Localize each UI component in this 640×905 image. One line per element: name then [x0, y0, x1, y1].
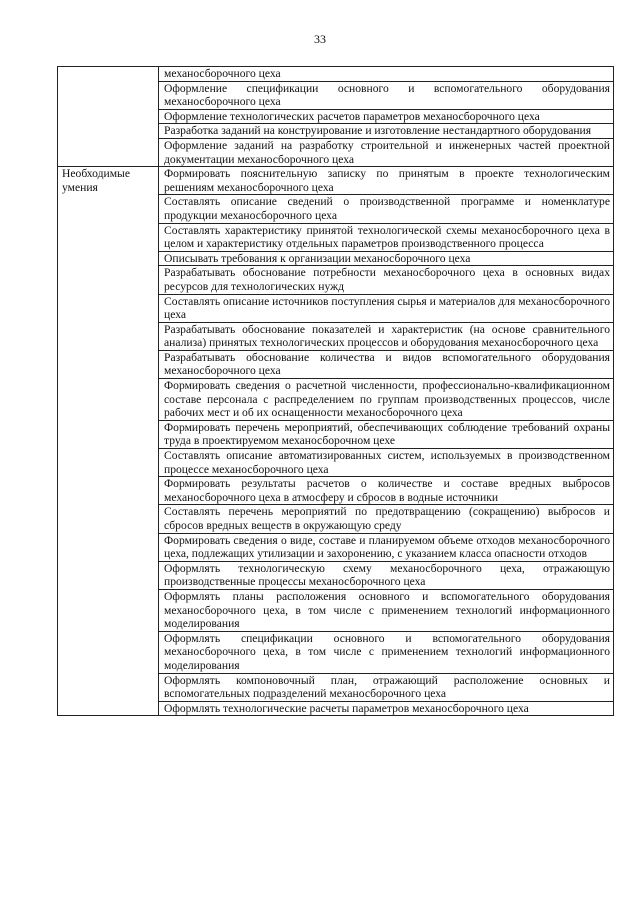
table-cell: Оформление технологических расчетов параметров механосборочного цеха [159, 109, 614, 124]
table-cell: Оформление спецификации основного и вспомогательного оборудования механосборочного цеха [159, 81, 614, 109]
skills-label: Необходимые умения [58, 167, 159, 716]
table-cell: Оформлять компоновочный план, отражающий расположение основных и вспомогательных подразделений механосборочного цеха [159, 673, 614, 701]
table-cell: Составлять характеристику принятой технологической схемы механосборочного цеха в целом и характеристику отдельных параметров производственного процесса [159, 223, 614, 251]
table-cell: Разработка заданий на конструирование и изготовление нестандартного оборудования [159, 124, 614, 139]
table-row [58, 67, 614, 82]
table-cell: Оформлять спецификации основного и вспомогательного оборудования механосборочного цеха, в том числе с применением технологий информационного моделирования [159, 631, 614, 673]
table-row [58, 167, 614, 195]
table-cell: Разрабатывать обоснование количества и видов вспомогательного оборудования механосборочного цеха [159, 350, 614, 378]
table-cell: Оформление заданий на разработку строительной и инженерных частей проектной документации механосборочного цеха [159, 138, 614, 166]
table-cell: Разрабатывать обоснование потребности механосборочного цеха в основных видах ресурсов для технологических нужд [159, 266, 614, 294]
table-cell: Оформлять планы расположения основного и вспомогательного оборудования механосборочного цеха, в том числе с применением технологий информационного моделирования [159, 589, 614, 631]
table-cell: Оформлять технологические расчеты параметров механосборочного цеха [159, 701, 614, 716]
table-cell: Формировать пояснительную записку по принятым в проекте технологическим решениям механосборочного цеха [159, 167, 614, 195]
table-cell: механосборочного цеха [159, 67, 614, 82]
table-cell: Составлять описание источников поступления сырья и материалов для механосборочного цеха [159, 294, 614, 322]
table-cell: Составлять перечень мероприятий по предотвращению (сокращению) выбросов и сбросов вредных веществ в окружающую среду [159, 505, 614, 533]
requirements-table [57, 66, 614, 716]
table-cell: Разрабатывать обоснование показателей и характеристик (на основе сравнительного анализа) принятых технологических процессов и оборудования механосборочного цеха [159, 322, 614, 350]
page-number: 33 [314, 32, 326, 46]
table-cell: Формировать перечень мероприятий, обеспечивающих соблюдение требований охраны труда в проектируемом механосборочном цехе [159, 420, 614, 448]
empty-label-cell [58, 67, 159, 167]
table-cell: Оформлять технологическую схему механосборочного цеха, отражающую производственные процессы механосборочного цеха [159, 561, 614, 589]
table-cell: Формировать результаты расчетов о количестве и составе вредных выбросов механосборочного цеха в атмосферу и сбросов в водные источники [159, 477, 614, 505]
table-cell: Формировать сведения о расчетной численности, профессионально-квалификационном составе персонала с распределением по группам производственных процессов, числе рабочих мест и об их оснащенности механосборочного цеха [159, 379, 614, 421]
table-cell: Составлять описание автоматизированных систем, используемых в производственном процессе механосборочного цеха [159, 449, 614, 477]
table-cell: Составлять описание сведений о производственной программе и номенклатуре продукции механосборочного цеха [159, 195, 614, 223]
table-cell: Описывать требования к организации механосборочного цеха [159, 251, 614, 266]
table-cell: Формировать сведения о виде, составе и планируемом объеме отходов механосборочного цеха, подлежащих утилизации и захоронению, с указанием класса опасности отходов [159, 533, 614, 561]
